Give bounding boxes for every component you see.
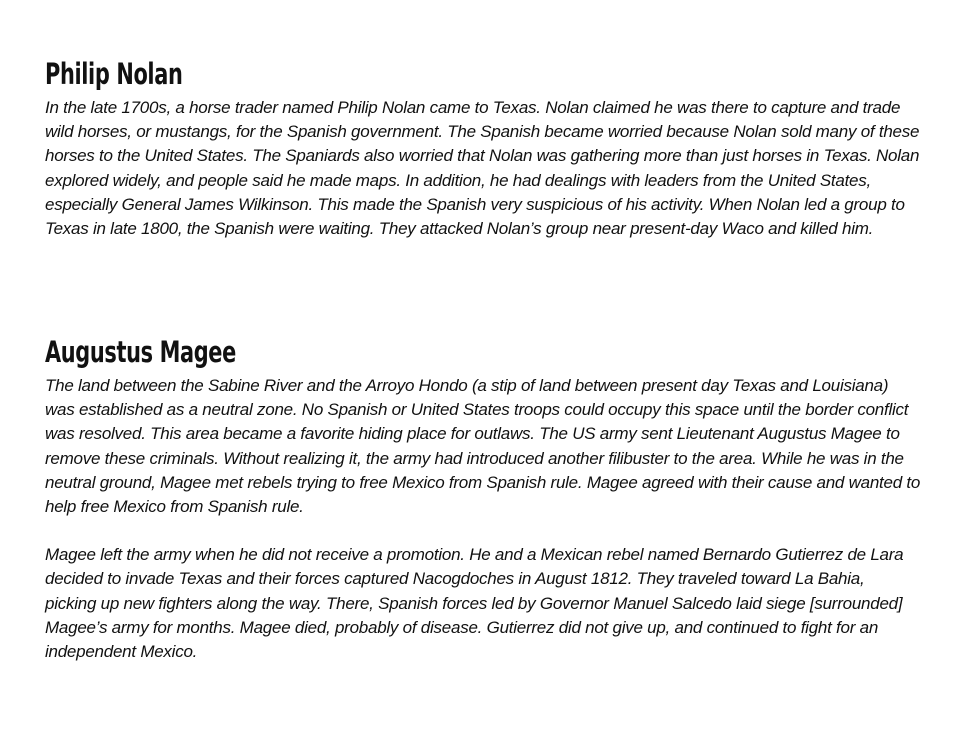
paragraph-magee-neutral-zone (45, 374, 935, 519)
text-line: The land between the Sabine River and the Arroyo Hondo (a stip of land between present day Texas and Louisiana) (45, 376, 889, 395)
heading-philip-nolan: Philip Nolan (45, 57, 183, 91)
text-line: In the late 1700s, a horse trader named Philip Nolan came to Texas. Nolan claimed he was there to capture and trade (45, 98, 901, 117)
paragraph-magee-invasion (45, 543, 935, 664)
text-line: Texas in late 1800, the Spanish were waiting. They attacked Nolan’s group near present-day Waco and killed him. (45, 219, 874, 239)
text-line: especially General James Wilkinson. This made the Spanish very suspicious of his activity. When Nolan led a group to (45, 194, 905, 214)
text-line: Magee’s army for months. Magee died, probably of disease. Gutierrez did not give up, and continued to fight for an (45, 617, 879, 637)
text-line: neutral ground, Magee met rebels trying to free Mexico from Spanish rule. Magee agreed with their cause and wanted to (45, 472, 921, 492)
text-line: decided to invade Texas and their forces captured Nacogdoches in August 1812. They traveled toward La Bahia, (45, 569, 865, 589)
text-line: independent Mexico. (45, 642, 198, 662)
text-line: remove these criminals. Without realizing it, the army had introduced another filibuster to the area. While he was in the (45, 448, 904, 468)
text-line: horses to the United States. The Spaniards also worried that Nolan was gathering more than just horses in Texas. Nolan (45, 146, 920, 166)
text-line: was resolved. This area became a favorite hiding place for outlaws. The US army sent Lieutenant Augustus Magee to (45, 424, 900, 444)
text-line: picking up new fighters along the way. There, Spanish forces led by Governor Manuel Salcedo laid siege [surrounded] (45, 593, 903, 613)
text-line: explored widely, and people said he made maps. In addition, he had dealings with leaders from the United States, (45, 170, 871, 190)
paragraph-philip-nolan (45, 96, 935, 241)
section-augustus-magee (45, 330, 945, 664)
text-line: help free Mexico from Spanish rule. (45, 497, 304, 517)
text-line: wild horses, or mustangs, for the Spanish government. The Spanish became worried because Nolan sold many of these (45, 122, 920, 142)
section-philip-nolan (45, 52, 945, 241)
text-line: Magee left the army when he did not receive a promotion. He and a Mexican rebel named Bernardo Gutierrez de Lara (45, 545, 904, 565)
text-line: was established as a neutral zone. No Spanish or United States troops could occupy this space until the border conflict (45, 400, 909, 420)
heading-augustus-magee: Augustus Magee (45, 335, 236, 369)
